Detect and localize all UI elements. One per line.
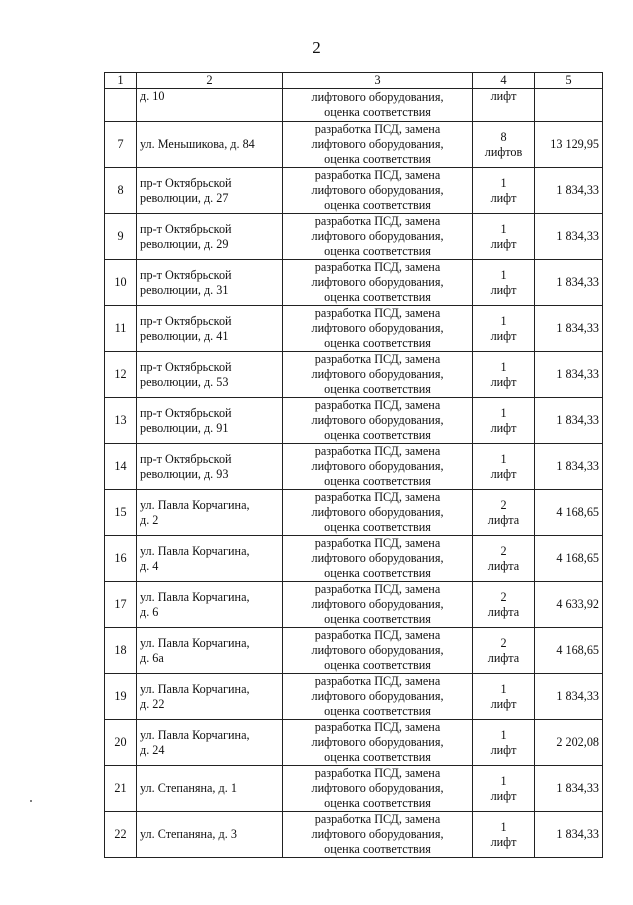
work-line: оценка соответствия — [324, 842, 431, 856]
quantity-cell — [473, 812, 535, 858]
quantity-cell: лифт — [473, 89, 535, 122]
address-cell — [137, 122, 283, 168]
work-line: разработка ПСД, замена — [314, 582, 441, 596]
address-cell — [137, 490, 283, 536]
quantity-cell — [473, 582, 535, 628]
work-line: оценка соответствия — [324, 658, 431, 672]
row-number-cell: 12 — [105, 352, 137, 398]
quantity-line: лифт — [490, 834, 517, 849]
work-line: оценка соответствия — [324, 612, 431, 626]
quantity-line: лифта — [487, 604, 520, 619]
work-line: лифтового оборудования, — [311, 643, 444, 657]
address-line: ул. Павла Корчагина, — [140, 543, 250, 558]
address-cell — [137, 260, 283, 306]
address-line: д. 22 — [140, 696, 165, 711]
work-line: оценка соответствия — [324, 198, 431, 212]
address-cell — [137, 674, 283, 720]
work-line: разработка ПСД, замена — [314, 444, 441, 458]
work-cell — [283, 582, 473, 628]
sum-cell: 4 168,65 — [535, 490, 603, 536]
header-cell: 2 — [137, 73, 283, 89]
quantity-line: 1 — [500, 405, 507, 420]
row-number-cell: 17 — [105, 582, 137, 628]
work-line: оценка соответствия — [324, 796, 431, 810]
work-cell — [283, 490, 473, 536]
quantity-line: лифт — [490, 788, 517, 803]
work-cell — [283, 352, 473, 398]
scan-speck — [30, 800, 32, 802]
address-line: революции, д. 31 — [140, 282, 229, 297]
quantity-line: 1 — [500, 313, 507, 328]
table-row — [105, 720, 603, 766]
address-line: пр-т Октябрьской — [140, 451, 232, 466]
row-number-cell — [105, 89, 137, 122]
work-line: разработка ПСД, замена — [314, 536, 441, 550]
address-line: ул. Павла Корчагина, — [140, 635, 250, 650]
quantity-line: 1 — [500, 451, 507, 466]
quantity-line: лифтов — [484, 144, 523, 159]
address-line: ул. Павла Корчагина, — [140, 589, 250, 604]
row-number-cell: 20 — [105, 720, 137, 766]
work-line: лифтового оборудования, — [311, 137, 444, 151]
quantity-cell — [473, 260, 535, 306]
work-line: лифтового оборудования, — [311, 735, 444, 749]
work-line: лифтового оборудования, — [311, 367, 444, 381]
address-line: пр-т Октябрьской — [140, 405, 232, 420]
quantity-cell — [473, 444, 535, 490]
quantity-line: лифт — [490, 466, 517, 481]
quantity-cell — [473, 766, 535, 812]
table-row — [105, 398, 603, 444]
work-line: оценка соответствия — [324, 382, 431, 396]
quantity-line: 2 — [500, 497, 507, 512]
table-row — [105, 536, 603, 582]
quantity-line: 1 — [500, 267, 507, 282]
table-row — [105, 306, 603, 352]
row-number-cell: 13 — [105, 398, 137, 444]
address-line: ул. Павла Корчагина, — [140, 497, 250, 512]
work-cell — [283, 628, 473, 674]
work-line: разработка ПСД, замена — [314, 352, 441, 366]
address-line: д. 6а — [140, 650, 164, 665]
lift-works-table — [104, 72, 603, 858]
work-cell — [283, 398, 473, 444]
work-line: оценка соответствия — [324, 336, 431, 350]
address-line: революции, д. 53 — [140, 374, 229, 389]
quantity-cell — [473, 398, 535, 444]
row-number-cell: 8 — [105, 168, 137, 214]
address-line: пр-т Октябрьской — [140, 359, 232, 374]
quantity-line: лифта — [487, 512, 520, 527]
address-cell — [137, 214, 283, 260]
header-cell: 4 — [473, 73, 535, 89]
work-line: лифтового оборудования, — [311, 229, 444, 243]
work-line: лифтового оборудования, — [311, 90, 444, 104]
row-number-cell: 9 — [105, 214, 137, 260]
address-line: революции, д. 41 — [140, 328, 229, 343]
work-cell — [283, 674, 473, 720]
table-row — [105, 352, 603, 398]
row-number-cell: 7 — [105, 122, 137, 168]
quantity-line: 2 — [500, 543, 507, 558]
quantity-line: лифт — [490, 282, 517, 297]
quantity-cell — [473, 306, 535, 352]
quantity-line: 1 — [500, 681, 507, 696]
work-line: разработка ПСД, замена — [314, 168, 441, 182]
sum-cell: 1 834,33 — [535, 398, 603, 444]
address-line: д. 4 — [140, 558, 159, 573]
address-line: ул. Павла Корчагина, — [140, 681, 250, 696]
sum-cell: 1 834,33 — [535, 306, 603, 352]
quantity-cell — [473, 168, 535, 214]
table-row — [105, 812, 603, 858]
sum-cell: 4 168,65 — [535, 628, 603, 674]
address-line: ул. Павла Корчагина, — [140, 727, 250, 742]
sum-cell: 13 129,95 — [535, 122, 603, 168]
quantity-cell — [473, 720, 535, 766]
work-line: оценка соответствия — [324, 244, 431, 258]
work-line: разработка ПСД, замена — [314, 122, 441, 136]
work-cell — [283, 306, 473, 352]
sum-cell: 4 168,65 — [535, 536, 603, 582]
quantity-cell — [473, 122, 535, 168]
row-number-cell: 22 — [105, 812, 137, 858]
address-cell — [137, 628, 283, 674]
work-line: лифтового оборудования, — [311, 781, 444, 795]
work-cell — [283, 766, 473, 812]
address-line: революции, д. 93 — [140, 466, 229, 481]
work-cell — [283, 260, 473, 306]
address-line: ул. Степаняна, д. 3 — [140, 827, 237, 841]
work-line: разработка ПСД, замена — [314, 260, 441, 274]
continuation-row — [105, 89, 603, 122]
table-row — [105, 490, 603, 536]
work-line: лифтового оборудования, — [311, 689, 444, 703]
address-line: ул. Меньшикова, д. 84 — [140, 137, 255, 151]
work-line: оценка соответствия — [324, 152, 431, 166]
work-line: оценка соответствия — [324, 566, 431, 580]
sum-cell: 1 834,33 — [535, 214, 603, 260]
work-line: лифтового оборудования, — [311, 275, 444, 289]
quantity-line: 8 — [500, 129, 507, 144]
sum-cell: 1 834,33 — [535, 766, 603, 812]
row-number-cell: 11 — [105, 306, 137, 352]
work-cell — [283, 720, 473, 766]
quantity-line: 1 — [500, 359, 507, 374]
quantity-cell — [473, 490, 535, 536]
work-line: оценка соответствия — [324, 520, 431, 534]
page-number: 2 — [312, 38, 321, 57]
quantity-cell — [473, 214, 535, 260]
sum-cell: 1 834,33 — [535, 444, 603, 490]
quantity-line: лифт — [490, 420, 517, 435]
sum-cell: 1 834,33 — [535, 352, 603, 398]
sum-cell: 1 834,33 — [535, 260, 603, 306]
sum-cell: 4 633,92 — [535, 582, 603, 628]
work-line: разработка ПСД, замена — [314, 490, 441, 504]
work-line: оценка соответствия — [324, 105, 431, 119]
sum-cell: 2 202,08 — [535, 720, 603, 766]
row-number-cell: 16 — [105, 536, 137, 582]
work-cell — [283, 444, 473, 490]
work-line: оценка соответствия — [324, 704, 431, 718]
work-line: разработка ПСД, замена — [314, 720, 441, 734]
quantity-line: лифт — [490, 190, 517, 205]
header-cell: 1 — [105, 73, 137, 89]
table-row — [105, 582, 603, 628]
work-line: лифтового оборудования, — [311, 505, 444, 519]
row-number-cell: 10 — [105, 260, 137, 306]
work-line: разработка ПСД, замена — [314, 766, 441, 780]
address-line: д. 6 — [140, 604, 159, 619]
table-row — [105, 260, 603, 306]
sum-cell — [535, 89, 603, 122]
quantity-line: лифт — [490, 742, 517, 757]
address-line: пр-т Октябрьской — [140, 175, 232, 190]
quantity-line: лифт — [490, 328, 517, 343]
quantity-line: 1 — [500, 819, 507, 834]
work-line: разработка ПСД, замена — [314, 306, 441, 320]
sum-cell: 1 834,33 — [535, 812, 603, 858]
work-line: разработка ПСД, замена — [314, 674, 441, 688]
address-cell — [137, 766, 283, 812]
work-line: лифтового оборудования, — [311, 321, 444, 335]
table-row — [105, 766, 603, 812]
table-row — [105, 444, 603, 490]
address-line: революции, д. 91 — [140, 420, 229, 435]
quantity-cell — [473, 352, 535, 398]
quantity-cell — [473, 628, 535, 674]
work-line: оценка соответствия — [324, 750, 431, 764]
work-line: оценка соответствия — [324, 428, 431, 442]
address-line: революции, д. 27 — [140, 190, 229, 205]
work-cell — [283, 89, 473, 122]
address-cell — [137, 812, 283, 858]
quantity-cell — [473, 536, 535, 582]
address-cell — [137, 536, 283, 582]
address-cell: д. 10 — [137, 89, 283, 122]
work-line: разработка ПСД, замена — [314, 214, 441, 228]
work-line: лифтового оборудования, — [311, 459, 444, 473]
quantity-line: лифта — [487, 650, 520, 665]
address-cell — [137, 168, 283, 214]
quantity-cell — [473, 674, 535, 720]
address-cell — [137, 444, 283, 490]
quantity-line: 2 — [500, 589, 507, 604]
table-row — [105, 628, 603, 674]
row-number-cell: 21 — [105, 766, 137, 812]
work-line: разработка ПСД, замена — [314, 812, 441, 826]
row-number-cell: 14 — [105, 444, 137, 490]
work-line: лифтового оборудования, — [311, 183, 444, 197]
address-cell — [137, 306, 283, 352]
work-line: оценка соответствия — [324, 474, 431, 488]
address-line: д. 2 — [140, 512, 159, 527]
header-cell: 5 — [535, 73, 603, 89]
address-cell — [137, 582, 283, 628]
row-number-cell: 19 — [105, 674, 137, 720]
work-cell — [283, 214, 473, 260]
table-row — [105, 674, 603, 720]
quantity-line: 1 — [500, 221, 507, 236]
address-cell — [137, 398, 283, 444]
quantity-line: 1 — [500, 727, 507, 742]
work-cell — [283, 536, 473, 582]
work-line: разработка ПСД, замена — [314, 628, 441, 642]
table-row — [105, 214, 603, 260]
quantity-line: 2 — [500, 635, 507, 650]
address-line: революции, д. 29 — [140, 236, 229, 251]
row-number-cell: 18 — [105, 628, 137, 674]
work-line: лифтового оборудования, — [311, 597, 444, 611]
address-cell — [137, 720, 283, 766]
sum-cell: 1 834,33 — [535, 168, 603, 214]
quantity-line: лифт — [490, 696, 517, 711]
address-line: пр-т Октябрьской — [140, 313, 232, 328]
work-line: разработка ПСД, замена — [314, 398, 441, 412]
work-line: лифтового оборудования, — [311, 551, 444, 565]
quantity-line: 1 — [500, 773, 507, 788]
row-number-cell: 15 — [105, 490, 137, 536]
work-cell — [283, 812, 473, 858]
address-line: д. 24 — [140, 742, 165, 757]
sum-cell: 1 834,33 — [535, 674, 603, 720]
quantity-line: лифт — [490, 236, 517, 251]
quantity-line: лифт — [490, 374, 517, 389]
work-cell — [283, 168, 473, 214]
table-row — [105, 168, 603, 214]
header-cell: 3 — [283, 73, 473, 89]
work-line: лифтового оборудования, — [311, 827, 444, 841]
address-line: ул. Степаняна, д. 1 — [140, 781, 237, 795]
quantity-line: лифта — [487, 558, 520, 573]
work-line: оценка соответствия — [324, 290, 431, 304]
table-header-row — [105, 73, 603, 89]
address-line: пр-т Октябрьской — [140, 221, 232, 236]
table-row — [105, 122, 603, 168]
work-line: лифтового оборудования, — [311, 413, 444, 427]
work-cell — [283, 122, 473, 168]
address-line: пр-т Октябрьской — [140, 267, 232, 282]
address-cell — [137, 352, 283, 398]
quantity-line: 1 — [500, 175, 507, 190]
